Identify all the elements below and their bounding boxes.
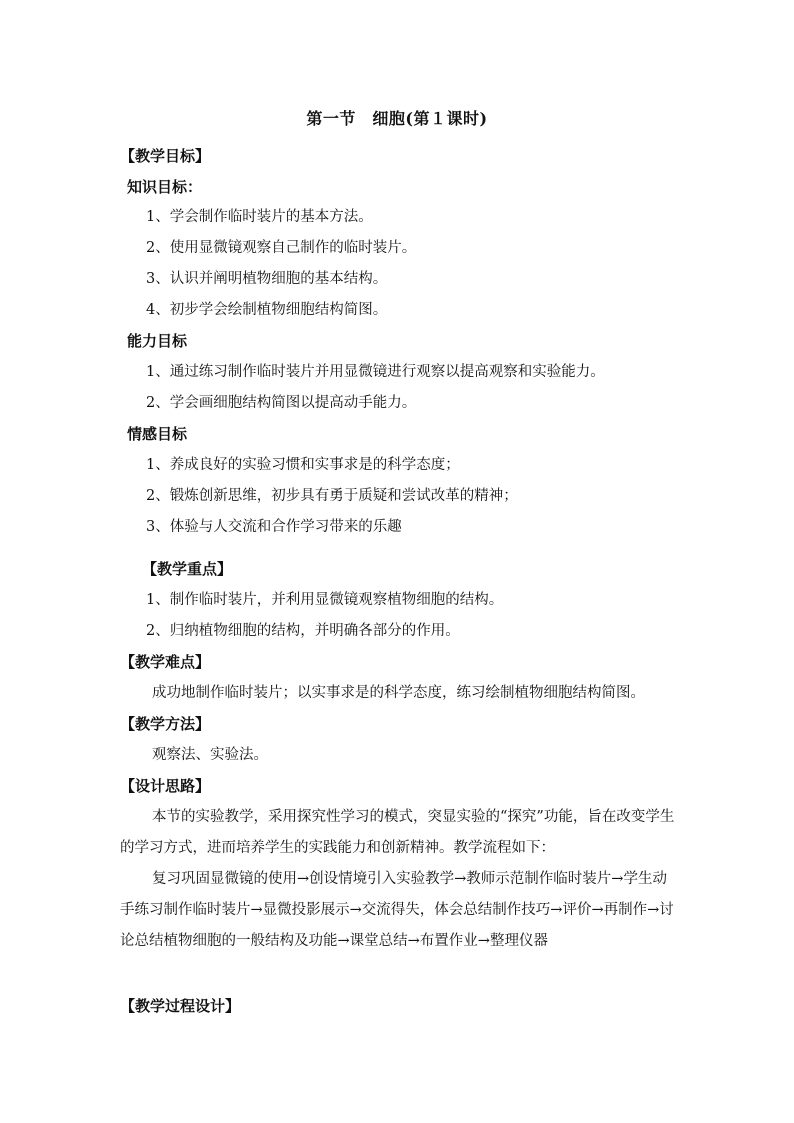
emotion-item: 1、养成良好的实验习惯和实事求是的科学态度； xyxy=(146,457,460,473)
key-point-item: 2、归纳植物细胞的结构，并明确各部分的作用。 xyxy=(146,623,460,639)
emotion-heading: 情感目标 xyxy=(127,425,188,443)
design-paragraph-2-text: 复习巩固显微镜的使用→创设情境引入实验教学→教师示范制作临时装片→学生动手练习制作临时装片→显微投影展示→交流得失，体会总结制作技巧→评价→再制作→讨论总结植物细胞的一般结构及功能→课堂总结→布置作业→整理仪器 xyxy=(120,871,674,949)
difficulties-heading: 【教学难点】 xyxy=(120,653,211,671)
ability-item: 2、学会画细胞结构简图以提高动手能力。 xyxy=(146,395,417,411)
key-point-item: 1、制作临时装片，并利用显微镜观察植物细胞的结构。 xyxy=(146,592,504,608)
design-heading: 【设计思路】 xyxy=(120,777,211,795)
ability-heading: 能力目标 xyxy=(127,332,188,350)
objectives-heading: 【教学目标】 xyxy=(120,147,211,165)
emotion-item: 2、锻炼创新思维，初步具有勇于质疑和尝试改革的精神； xyxy=(146,488,518,504)
key-points-heading: 【教学重点】 xyxy=(142,560,233,578)
design-paragraph-1 xyxy=(120,802,680,864)
knowledge-heading: 知识目标： xyxy=(127,178,203,196)
process-heading: 【教学过程设计】 xyxy=(120,997,241,1015)
ability-item: 1、通过练习制作临时装片并用显微镜进行观察以提高观察和实验能力。 xyxy=(146,364,605,380)
design-paragraph-1-text: 本节的实验教学，采用探究性学习的模式，突显实验的“探究”功能，旨在改变学生的学习方式，进而培养学生的实践能力和创新精神。教学流程如下： xyxy=(120,809,675,856)
knowledge-item: 2、使用显微镜观察自己制作的临时装片。 xyxy=(146,240,417,256)
knowledge-item: 4、初步学会绘制植物细胞结构简图。 xyxy=(146,302,388,318)
knowledge-item: 3、认识并阐明植物细胞的基本结构。 xyxy=(146,271,388,287)
emotion-item: 3、体验与人交流和合作学习带来的乐趣 xyxy=(146,519,402,535)
knowledge-item: 1、学会制作临时装片的基本方法。 xyxy=(146,209,373,225)
difficulties-text: 成功地制作临时装片；以实事求是的科学态度，练习绘制植物细胞结构简图。 xyxy=(152,685,645,701)
methods-text: 观察法、实验法。 xyxy=(152,747,268,763)
methods-heading: 【教学方法】 xyxy=(120,715,211,733)
design-paragraph-2 xyxy=(120,864,680,957)
page-title: 第一节 细胞(第１课时) xyxy=(306,109,488,128)
